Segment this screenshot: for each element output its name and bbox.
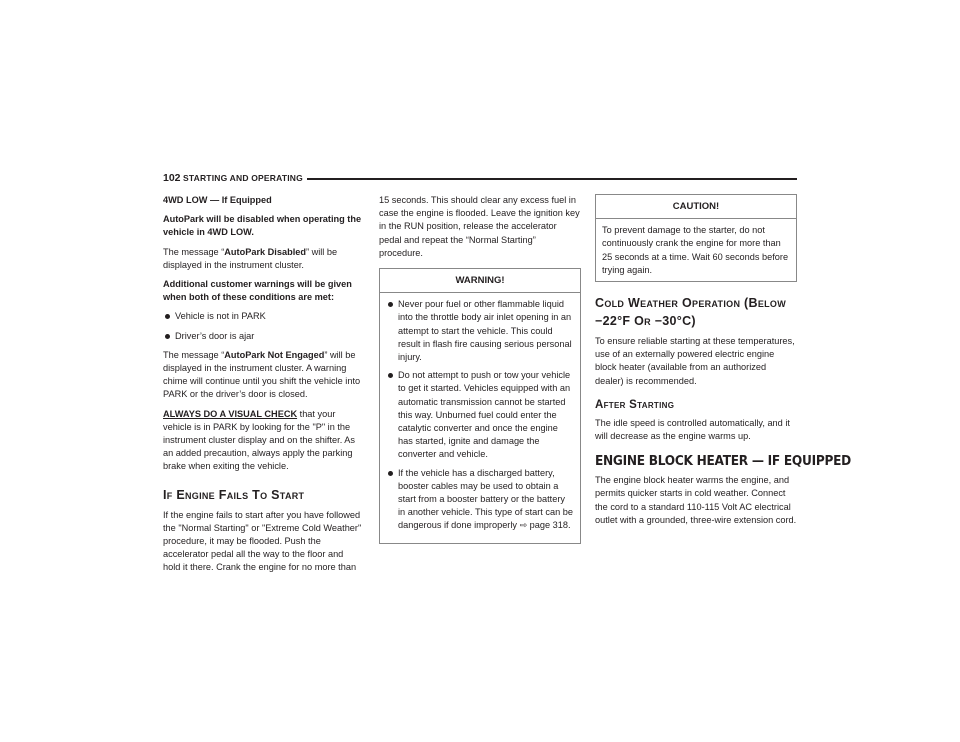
caution-text: To prevent damage to the starter, do not continuously crank the engine for more than 25 seconds at a time. Wait 60 seconds before trying again. xyxy=(602,225,789,275)
list-item: If the vehicle has a discharged battery, booster cables may be used to obtain a start from a booster battery or the battery in another vehicle. This type of start can be dangerous if done improperly ⇨ page 318. xyxy=(386,467,574,533)
paragraph-message-disabled: The message “AutoPark Disabled” will be displayed in the instrument cluster. xyxy=(163,246,338,270)
paragraph-after-starting: The idle speed is controlled automatically, and it will decrease as the engine warms up. xyxy=(595,417,790,442)
warning-title: WARNING! xyxy=(380,269,580,293)
paragraph-message-not-engaged: The message “AutoPark Not Engaged” will be displayed in the instrument cluster. A warning chime will continue until you shift the vehicle into PARK or the driver’s door is closed. xyxy=(163,349,361,400)
paragraph-continue: 15 seconds. This should clear any excess fuel in case the engine is flooded. Leave the ignition key in the RUN position, release the accelerator pedal and repeat the “Normal Starting” procedure. xyxy=(379,195,580,258)
page-number: 102 xyxy=(163,172,181,184)
paragraph-visual-check: ALWAYS DO A VISUAL CHECK that your vehicle is in PARK by looking for the "P" in the instrument cluster display and on the shifter. As an added precaution, always apply the parking brake when exiting the vehicle. xyxy=(163,408,356,472)
paragraph-engine-fails: If the engine fails to start after you have followed the "Normal Starting" or "Extreme Cold Weather" procedure, it may be flooded. Push the accelerator pedal all the way to the floor and hold it there. Crank the engine for no more than xyxy=(163,509,362,573)
heading-after-starting: After Starting xyxy=(595,398,675,411)
paragraph-block-heater: The engine block heater warms the engine, and permits quicker starts in cold weather. Connect the cord to a standard 110-115 Volt AC electrical outlet with a grounded, three-wire extension cord. xyxy=(595,475,797,525)
paragraph-cold-weather: To ensure reliable starting at these temperatures, use of an externally powered electric engine block heater (available from an authorized dealer) is recommended. xyxy=(595,336,795,386)
heading-cold-weather: Cold Weather Operation (Below −22°F Or −30°C) xyxy=(595,296,787,329)
page-ref-arrow-icon: ⇨ xyxy=(519,520,528,531)
column-left xyxy=(163,194,363,581)
conditions-list xyxy=(163,310,363,342)
bullet-icon xyxy=(165,314,170,319)
bullet-icon xyxy=(388,373,393,378)
paragraph-autopark-disabled: AutoPark will be disabled when operating the vehicle in 4WD LOW. xyxy=(163,214,362,238)
heading-engine-fails: If Engine Fails To Start xyxy=(163,487,305,502)
paragraph-additional-warnings: Additional customer warnings will be given when both of these conditions are met: xyxy=(163,279,352,303)
section-title: STARTING AND OPERATING xyxy=(183,173,303,183)
column-middle xyxy=(379,194,581,552)
list-item: Vehicle is not in PARK xyxy=(163,310,363,323)
caution-title: CAUTION! xyxy=(596,195,796,219)
bullet-icon xyxy=(165,334,170,339)
heading-block-heater: ENGINE BLOCK HEATER — IF EQUIPPED xyxy=(595,453,851,470)
warning-box xyxy=(379,268,581,544)
bullet-icon xyxy=(388,302,393,307)
column-right xyxy=(595,194,851,533)
warning-list xyxy=(386,298,574,532)
caution-box xyxy=(595,194,797,282)
header-rule xyxy=(307,178,797,180)
paragraph-4wd-low: 4WD LOW — If Equipped xyxy=(163,195,272,205)
page-header xyxy=(163,172,797,186)
list-item: Never pour fuel or other flammable liquid into the throttle body air inlet opening in an attempt to start the vehicle. This could result in flash fire causing serious personal injury. xyxy=(386,298,574,364)
bullet-icon xyxy=(388,471,393,476)
list-item: Do not attempt to push or tow your vehicle to get it started. Vehicles equipped with an automatic transmission cannot be started this way. Unburned fuel could enter the catalytic converter and once the engine has started, ignite and damage the converter and vehicle. xyxy=(386,369,574,461)
page-ref-link[interactable]: page 318. xyxy=(529,520,571,531)
list-item: Driver’s door is ajar xyxy=(163,330,363,343)
